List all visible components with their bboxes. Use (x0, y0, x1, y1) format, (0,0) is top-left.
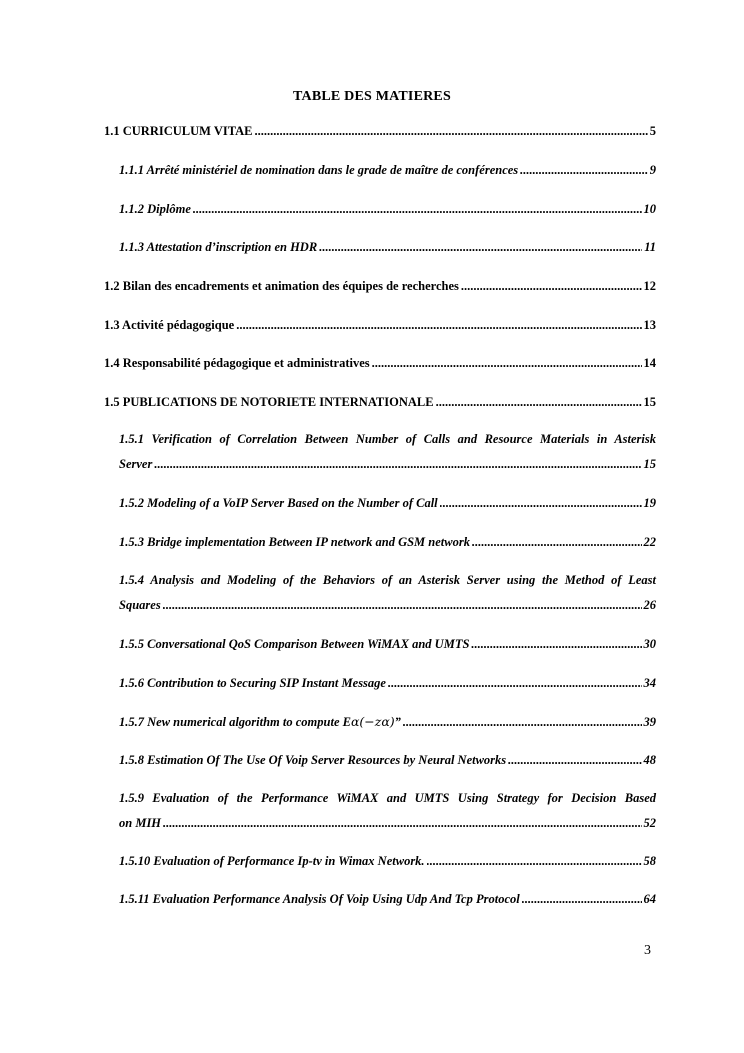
toc-entry-text: 1.3 Activité pédagogique (104, 318, 235, 332)
toc-entry[interactable] (119, 530, 656, 555)
toc-entry-text-continued: on MIH (119, 816, 162, 830)
toc-entry[interactable] (119, 158, 656, 183)
toc-entry-text: 1.5.2 Modeling of a VoIP Server Based on the Number of Call (119, 496, 438, 510)
leader-dots (436, 390, 642, 415)
toc-entry-text: 1.5.1 Verification of Correlation Between Number of Calls and Resource Materials in Asterisk (119, 432, 656, 446)
toc-entry[interactable] (119, 632, 656, 657)
toc-entry[interactable] (104, 313, 656, 338)
toc-entry-text: 1.5.10 Evaluation of Performance Ip-tv in Wimax Network. (119, 854, 425, 868)
toc-page-number: 52 (643, 816, 656, 830)
toc-entry[interactable] (119, 568, 656, 618)
toc-entry[interactable] (104, 119, 656, 144)
leader-dots (163, 593, 642, 618)
toc-entry-text: 1.5.3 Bridge implementation Between IP network and GSM network (119, 535, 470, 549)
toc-page-number: 48 (643, 753, 656, 767)
toc-entry[interactable] (119, 887, 656, 912)
leader-dots (154, 452, 641, 477)
toc-entry[interactable] (119, 748, 656, 773)
leader-dots (520, 158, 648, 183)
toc-entry-text: 1.1 CURRICULUM VITAE (104, 124, 253, 138)
leader-dots (193, 197, 642, 222)
toc-entry-text: 1.5.8 Estimation Of The Use Of Voip Server Resources by Neural Networks (119, 753, 507, 767)
toc-entry-text: 1.5.6 Contribution to Securing SIP Instant Message (119, 676, 386, 690)
toc-entry-text-suffix: ” (394, 715, 401, 729)
page-number: 3 (644, 943, 651, 958)
toc-page-number: 13 (643, 318, 656, 332)
toc-page-number: 14 (643, 356, 656, 370)
toc-page-number: 15 (643, 457, 656, 471)
toc-entry[interactable] (119, 671, 656, 696)
leader-dots (427, 849, 642, 874)
toc-page-number: 19 (643, 496, 656, 510)
toc-entry-text-continued: Squares (119, 598, 161, 612)
leader-dots (319, 235, 642, 260)
toc-page-number: 26 (643, 598, 656, 612)
toc-entry[interactable] (104, 351, 656, 376)
toc-entry-text: 1.1.2 Diplôme (119, 202, 191, 216)
toc-entry-text: 1.5.4 Analysis and Modeling of the Behaviors of an Asterisk Server using the Method of Least (119, 573, 656, 587)
toc-page-number: 22 (643, 535, 656, 549)
leader-dots (461, 274, 642, 299)
leader-dots (163, 811, 641, 836)
toc-page-number: 58 (643, 854, 656, 868)
leader-dots (440, 491, 642, 516)
toc-entry[interactable] (104, 274, 656, 299)
toc-page-number: 11 (644, 240, 656, 254)
toc-entry-text: 1.1.3 Attestation d’inscription en HDR (119, 240, 318, 254)
toc-page-number: 34 (643, 676, 656, 690)
toc-entry-text: 1.5.11 Evaluation Performance Analysis Of Voip Using Udp And Tcp Protocol (119, 892, 520, 906)
page-title: TABLE DES MATIERES (293, 89, 451, 104)
toc-page-number: 9 (649, 163, 656, 177)
toc-entry-text: 1.5.9 Evaluation of the Performance WiMAX and UMTS Using Strategy for Decision Based (119, 791, 656, 805)
toc-page-number: 64 (643, 892, 656, 906)
toc-entry[interactable] (119, 235, 656, 260)
leader-dots (508, 748, 641, 773)
toc-page-number: 39 (643, 715, 656, 729)
toc-entry-text: 1.5.5 Conversational QoS Comparison Between WiMAX and UMTS (119, 637, 470, 651)
toc-entry[interactable] (119, 491, 656, 516)
leader-dots (471, 632, 641, 657)
toc-page-number: 30 (643, 637, 656, 651)
toc-page-number: 12 (643, 279, 656, 293)
leader-dots (522, 887, 642, 912)
toc-entry-text: 1.1.1 Arrêté ministériel de nomination dans le grade de maître de conférences (119, 163, 519, 177)
toc-page-number: 10 (643, 202, 656, 216)
toc-entry-text: 1.2 Bilan des encadrements et animation des équipes de recherches (104, 279, 459, 293)
leader-dots (372, 351, 642, 376)
leader-dots (236, 313, 641, 338)
toc-entry[interactable] (104, 390, 656, 415)
math-expression: α(−zα) (350, 714, 395, 729)
toc-entry[interactable] (119, 709, 656, 735)
leader-dots (403, 710, 642, 735)
toc-page-number: 15 (643, 395, 656, 409)
toc-entry-text: 1.4 Responsabilité pédagogique et administratives (104, 356, 370, 370)
toc-entry-text (119, 709, 401, 735)
toc-entry[interactable] (119, 427, 656, 477)
toc-entry-text-prefix: 1.5.7 New numerical algorithm to compute E (119, 715, 351, 729)
leader-dots (255, 119, 648, 144)
leader-dots (472, 530, 642, 555)
leader-dots (388, 671, 642, 696)
toc-page-number: 5 (649, 124, 656, 138)
toc-entry[interactable] (119, 849, 656, 874)
toc-entry[interactable] (119, 197, 656, 222)
toc-entry-text: 1.5 PUBLICATIONS DE NOTORIETE INTERNATIONALE (104, 395, 434, 409)
toc-entry[interactable] (119, 786, 656, 836)
toc-entry-text-continued: Server (119, 457, 153, 471)
